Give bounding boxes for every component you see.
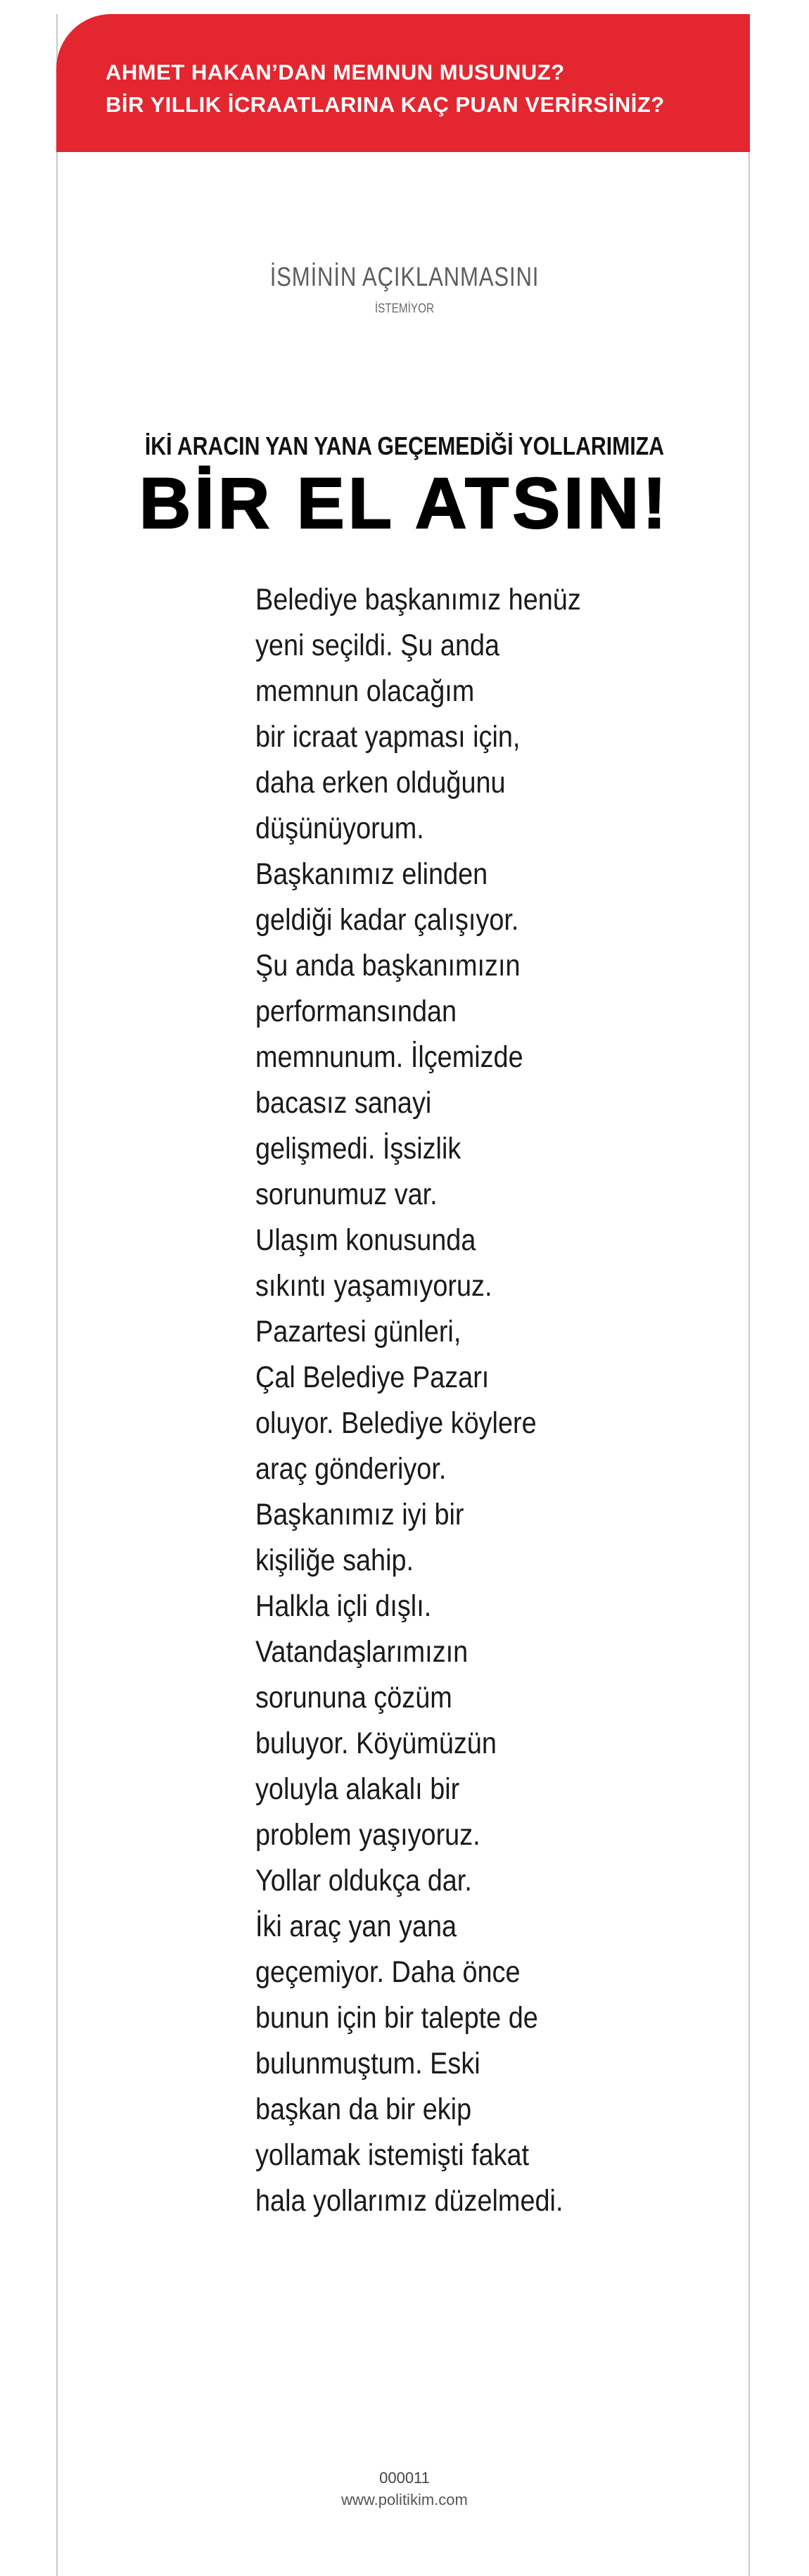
author-note: İSTEMİYOR xyxy=(374,301,435,315)
article-body-line: sıkıntı yaşamıyoruz. xyxy=(255,1269,492,1303)
article-body-line: Başkanımız elinden xyxy=(255,857,488,891)
article-body-line: yollamak istemişti fakat xyxy=(255,2138,530,2172)
banner-question-line-2: BİR YILLIK İCRAATLARINA KAÇ PUAN VERİRSİNİZ? xyxy=(106,92,665,117)
article-body-line: bulunmuştum. Eski xyxy=(255,2047,480,2081)
article-kicker: İKİ ARACIN YAN YANA GEÇEMEDİĞİ YOLLARIMIZA xyxy=(144,431,665,460)
article-body-line: Vatandaşlarımızın xyxy=(255,1635,469,1669)
article-body-line: Çal Belediye Pazarı xyxy=(255,1360,490,1394)
article-headline: BİR EL ATSIN! xyxy=(139,463,670,543)
question-banner xyxy=(56,14,750,152)
article-body-line: bunun için bir talepte de xyxy=(255,2001,538,2035)
article-body-line: yoluyla alakalı bir xyxy=(255,1772,460,1806)
article-body-line: bir icraat yapması için, xyxy=(255,720,521,754)
article-body-line: geçemiyor. Daha önce xyxy=(255,1955,521,1989)
article-body-line: sorunumuz var. xyxy=(255,1177,438,1211)
article-body-line: düşünüyorum. xyxy=(255,812,424,845)
article-body-line: araç gönderiyor. xyxy=(255,1452,447,1486)
article-body-line: başkan da bir ekip xyxy=(255,2092,472,2126)
article-body-line: memnunum. İlçemizde xyxy=(255,1040,523,1074)
article-body-line: İki araç yan yana xyxy=(255,1909,457,1943)
article-body-line: problem yaşıyoruz. xyxy=(255,1818,480,1852)
article-body-line: Başkanımız iyi bir xyxy=(255,1498,464,1532)
article-body-line: Yollar oldukça dar. xyxy=(255,1864,472,1898)
article-body-line: memnun olacağım xyxy=(255,674,475,708)
article-body-line: buluyor. Köyümüzün xyxy=(255,1726,497,1760)
article-body-line: Şu anda başkanımızın xyxy=(255,949,521,983)
article-body-line: yeni seçildi. Şu anda xyxy=(255,629,500,662)
article-body-line: Ulaşım konusunda xyxy=(255,1223,476,1257)
article-body-line: hala yollarımız düzelmedi. xyxy=(255,2184,563,2218)
banner-question-line-1: AHMET HAKAN’DAN MEMNUN MUSUNUZ? xyxy=(106,60,565,84)
article-body-line: geldiği kadar çalışıyor. xyxy=(255,903,519,937)
article-body-line: Belediye başkanımız henüz xyxy=(255,583,581,617)
article-body-line: daha erken olduğunu xyxy=(255,766,506,800)
article-body xyxy=(255,577,649,2224)
footer-url: www.politikim.com xyxy=(341,2491,468,2508)
article-body-line: gelişmedi. İşsizlik xyxy=(255,1132,461,1166)
article-body-line: oluyor. Belediye köylere xyxy=(255,1406,537,1440)
footer-code: 000011 xyxy=(379,2469,430,2487)
article-body-line: kişiliğe sahip. xyxy=(255,1543,414,1577)
article-body-line: Pazartesi günleri, xyxy=(255,1315,461,1349)
author-name: İSMİNİN AÇIKLANMASINI xyxy=(269,263,540,292)
article-body-line: performansından xyxy=(255,995,457,1028)
article-body-line: sorununa çözüm xyxy=(255,1681,452,1715)
article-body-line: Halkla içli dışlı. xyxy=(255,1589,432,1623)
article-body-line: bacasız sanayi xyxy=(255,1086,432,1120)
